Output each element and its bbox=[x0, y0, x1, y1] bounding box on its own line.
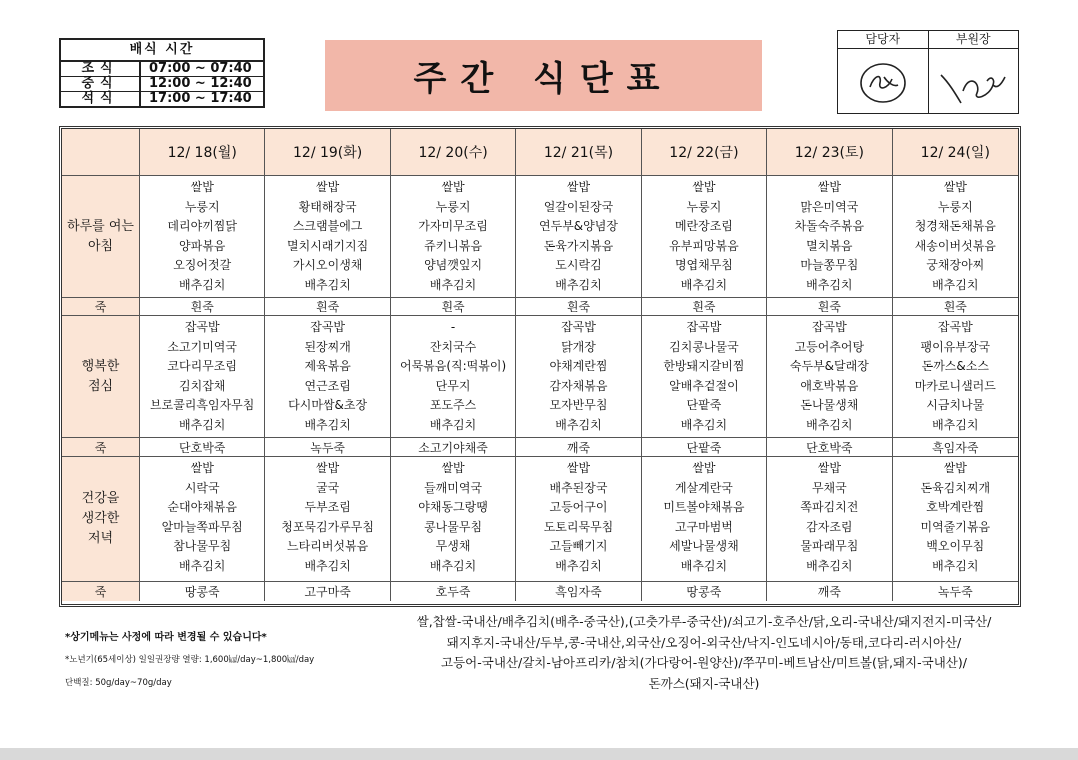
serving-label: 중식 bbox=[61, 77, 141, 91]
serving-time-title: 배식 시간 bbox=[61, 40, 263, 62]
lunch-menu-cell bbox=[140, 316, 265, 438]
change-notice: *상기메뉴는 사정에 따라 변경될 수 있습니다* bbox=[65, 632, 267, 643]
menu-item: 가자미무조림 bbox=[418, 219, 488, 234]
menu-item: 쌀밥 bbox=[566, 180, 591, 194]
menu-item: 닭개장 bbox=[561, 339, 596, 354]
menu-item: 야채계란찜 bbox=[549, 359, 608, 373]
menu-item: 스크램블에그 bbox=[292, 219, 363, 234]
serving-row-dinner bbox=[61, 92, 263, 106]
dinner-menu-cell bbox=[516, 457, 641, 582]
lunch-porridge: 녹두죽 bbox=[265, 438, 390, 457]
approval-manager-label: 담당자 bbox=[838, 31, 928, 49]
menu-item: 배추김치 bbox=[179, 417, 226, 432]
menu-item: 오징어젓갈 bbox=[173, 258, 232, 273]
menu-item: 쌀밥 bbox=[566, 461, 591, 475]
porridge-label: 죽 bbox=[62, 582, 140, 601]
breakfast-porridge: 흰죽 bbox=[767, 298, 892, 316]
lunch-label: 행복한 점심 bbox=[62, 316, 140, 438]
notes bbox=[65, 628, 365, 699]
menu-item: 김치잡채 bbox=[179, 378, 226, 393]
menu-item: 쌀밥 bbox=[441, 461, 465, 475]
menu-item: 배추김치 bbox=[555, 277, 602, 292]
menu-item: 고등어추어탕 bbox=[794, 339, 865, 354]
menu-item: 감자조림 bbox=[806, 519, 853, 534]
menu-item: 잡곡밥 bbox=[561, 320, 596, 334]
menu-item: 청경채돈채볶음 bbox=[914, 219, 996, 234]
deputy-signature bbox=[929, 49, 1019, 113]
menu-item: 소고기미역국 bbox=[167, 339, 237, 354]
menu-item: 배추김치 bbox=[932, 277, 979, 292]
menu-item: 궁채장아찌 bbox=[926, 258, 985, 273]
menu-item: - bbox=[450, 320, 456, 334]
menu-item: 참나물무침 bbox=[173, 539, 232, 553]
menu-item: 누룽지 bbox=[686, 199, 722, 214]
corner-cell bbox=[62, 129, 140, 176]
menu-item: 쌀밥 bbox=[943, 461, 967, 475]
serving-time-box bbox=[59, 38, 265, 108]
menu-item: 한방돼지갈비찜 bbox=[663, 359, 745, 373]
menu-item: 팽이유부장국 bbox=[920, 339, 991, 354]
menu-item: 새송이버섯볶음 bbox=[914, 238, 996, 253]
lunch-menu-cell bbox=[516, 316, 641, 438]
menu-item: 다시마쌈&초장 bbox=[288, 398, 368, 412]
menu-item: 배추김치 bbox=[429, 277, 477, 292]
menu-item: 얼갈이된장국 bbox=[543, 199, 614, 214]
menu-item: 느타리버섯볶음 bbox=[287, 539, 369, 553]
lunch-porridge: 흑임자죽 bbox=[893, 438, 1018, 457]
page-title: 주간 식단표 bbox=[325, 40, 762, 111]
menu-item: 배추김치 bbox=[932, 417, 979, 432]
menu-item: 쌀밥 bbox=[190, 461, 214, 475]
dinner-porridge: 흑임자죽 bbox=[516, 582, 641, 601]
protein-note: 단백질: 50g/day~70g/day bbox=[65, 678, 172, 688]
menu-item: 잡곡밥 bbox=[686, 320, 722, 334]
menu-item: 돈까스&소스 bbox=[921, 359, 989, 373]
menu-item: 배추김치 bbox=[304, 417, 351, 432]
serving-time: 17:00 ~ 17:40 bbox=[149, 91, 252, 106]
menu-item: 배추김치 bbox=[680, 417, 728, 432]
menu-item: 맑은미역국 bbox=[800, 199, 859, 214]
menu-item: 돈육김치찌개 bbox=[920, 480, 991, 495]
day-header: 12/ 22(금) bbox=[642, 129, 767, 176]
menu-item: 숙두부&달래장 bbox=[789, 359, 869, 373]
porridge-label: 죽 bbox=[62, 298, 140, 316]
menu-item: 무채국 bbox=[811, 480, 847, 495]
lunch-porridge: 단호박죽 bbox=[140, 438, 265, 457]
menu-item: 굴국 bbox=[316, 480, 340, 495]
serving-time: 07:00 ~ 07:40 bbox=[149, 61, 252, 76]
menu-item: 배추김치 bbox=[179, 277, 226, 292]
page-bottom-band bbox=[0, 748, 1078, 760]
approval-deputy-label: 부원장 bbox=[929, 31, 1019, 49]
menu-item: 도토리묵무침 bbox=[543, 519, 614, 534]
menu-item: 쌀밥 bbox=[692, 461, 716, 475]
menu-item: 도시락김 bbox=[555, 258, 602, 273]
menu-item: 배추김치 bbox=[932, 558, 979, 573]
menu-item: 누룽지 bbox=[184, 199, 220, 214]
breakfast-menu-cell bbox=[265, 176, 390, 298]
menu-item: 야채동그랑땡 bbox=[418, 500, 488, 514]
breakfast-porridge: 흰죽 bbox=[516, 298, 641, 316]
dinner-menu-cell bbox=[140, 457, 265, 582]
porridge-label: 죽 bbox=[62, 438, 140, 457]
day-header: 12/ 24(일) bbox=[893, 129, 1018, 176]
menu-item: 누룽지 bbox=[435, 199, 471, 214]
lunch-menu-cell bbox=[893, 316, 1018, 438]
menu-item: 들깨미역국 bbox=[424, 480, 483, 495]
dinner-porridge: 땅콩죽 bbox=[642, 582, 767, 601]
lunch-porridge: 단호박죽 bbox=[767, 438, 892, 457]
menu-item: 브로콜리흑임자무침 bbox=[150, 398, 255, 412]
weekly-menu-table bbox=[59, 126, 1021, 607]
menu-item: 쌀밥 bbox=[190, 180, 214, 194]
menu-item: 유부피망볶음 bbox=[669, 238, 739, 253]
menu-item: 미역줄기볶음 bbox=[920, 519, 991, 534]
approval-deputy bbox=[928, 31, 1019, 113]
menu-item: 쌀밥 bbox=[692, 180, 716, 194]
breakfast-porridge: 흰죽 bbox=[140, 298, 265, 316]
menu-item: 애호박볶음 bbox=[800, 378, 859, 393]
origin-line: 돈까스(돼지-국내산) bbox=[648, 675, 760, 691]
origin-line: 돼지후지-국내산/두부,콩-국내산,외국산/오징어-외국산/낙지-인도네시아/동태,코다리-러시아산/ bbox=[446, 634, 962, 650]
day-header: 12/ 19(화) bbox=[265, 129, 390, 176]
menu-item: 멸치시래기지짐 bbox=[287, 238, 369, 253]
menu-item: 양파볶음 bbox=[179, 238, 226, 253]
menu-item: 감자채볶음 bbox=[549, 378, 608, 393]
approval-manager bbox=[838, 31, 928, 113]
day-header: 12/ 18(월) bbox=[140, 129, 265, 176]
energy-note: *노년기(65세이상) 일일권장량 열량: 1,600㎉/day~1,800㎉/day bbox=[65, 655, 315, 665]
menu-item: 콩나물무침 bbox=[424, 519, 483, 534]
menu-item: 돈육가지볶음 bbox=[543, 238, 614, 253]
menu-item: 배추김치 bbox=[806, 277, 853, 292]
dinner-porridge: 고구마죽 bbox=[265, 582, 390, 601]
day-header: 12/ 20(수) bbox=[391, 129, 516, 176]
menu-item: 게살계란국 bbox=[674, 480, 733, 495]
breakfast-menu-cell bbox=[391, 176, 516, 298]
menu-item: 배추김치 bbox=[304, 277, 351, 292]
menu-item: 연두부&양념장 bbox=[539, 219, 618, 234]
menu-item: 청포묵김가루무침 bbox=[281, 519, 374, 534]
dinner-porridge: 땅콩죽 bbox=[140, 582, 265, 601]
menu-item: 배추김치 bbox=[680, 277, 728, 292]
menu-item: 단팥죽 bbox=[686, 398, 722, 412]
menu-item: 순대야채볶음 bbox=[167, 500, 237, 514]
origin-line: 쌀,찹쌀-국내산/배추김치(배추-중국산),(고춧가루-중국산)/쇠고기-호주산/닭,오리-국내산/돼지전지-미국산/ bbox=[416, 614, 992, 629]
menu-item: 배추김치 bbox=[680, 558, 728, 573]
dinner-menu-cell bbox=[767, 457, 892, 582]
dinner-menu-cell bbox=[893, 457, 1018, 582]
lunch-menu-cell bbox=[265, 316, 390, 438]
menu-item: 가시오이생채 bbox=[292, 258, 363, 273]
menu-item: 쥬키니볶음 bbox=[424, 238, 483, 253]
breakfast-menu-cell bbox=[516, 176, 641, 298]
menu-item: 고들빼기지 bbox=[549, 539, 608, 553]
menu-item: 무생채 bbox=[435, 539, 471, 553]
menu-item: 고등어구이 bbox=[549, 500, 608, 514]
menu-item: 배추김치 bbox=[806, 417, 853, 432]
menu-item: 누룽지 bbox=[937, 199, 973, 214]
menu-item: 배추김치 bbox=[179, 558, 226, 573]
menu-item: 잡곡밥 bbox=[811, 320, 847, 334]
origin-line: 고등어-국내산/갈치-남아프리카/참치(가다랑어-원양산)/쭈꾸미-베트남산/미트볼(닭,돼지-국내산)/ bbox=[441, 655, 967, 670]
serving-row-lunch bbox=[61, 77, 263, 92]
menu-item: 마늘쫑무침 bbox=[800, 258, 859, 273]
menu-item: 쌀밥 bbox=[817, 461, 841, 475]
menu-item: 모자반무침 bbox=[549, 398, 608, 412]
menu-item: 잡곡밥 bbox=[310, 320, 346, 334]
dinner-menu-cell bbox=[391, 457, 516, 582]
menu-item: 제육볶음 bbox=[304, 359, 351, 373]
menu-item: 마카로니샐러드 bbox=[914, 378, 996, 393]
day-header: 12/ 21(목) bbox=[516, 129, 641, 176]
breakfast-menu-cell bbox=[642, 176, 767, 298]
menu-item: 미트볼야채볶음 bbox=[663, 500, 745, 514]
menu-item: 배추김치 bbox=[429, 417, 477, 432]
manager-signature bbox=[838, 49, 928, 113]
menu-item: 배추김치 bbox=[304, 558, 351, 573]
menu-item: 백오이무침 bbox=[926, 539, 985, 553]
breakfast-menu-cell bbox=[893, 176, 1018, 298]
menu-item: 배추김치 bbox=[555, 417, 602, 432]
menu-item: 데리야끼찜닭 bbox=[167, 219, 237, 234]
breakfast-porridge: 흰죽 bbox=[642, 298, 767, 316]
menu-item: 시금치나물 bbox=[926, 398, 985, 412]
menu-item: 알배추겉절이 bbox=[669, 378, 739, 393]
menu-item: 쌀밥 bbox=[316, 461, 340, 475]
lunch-menu-cell bbox=[642, 316, 767, 438]
menu-item: 멸치볶음 bbox=[806, 238, 853, 253]
menu-item: 돈나물생채 bbox=[800, 398, 859, 412]
menu-item: 메란장조림 bbox=[674, 219, 733, 234]
menu-item: 잡곡밥 bbox=[937, 320, 973, 334]
breakfast-label: 하루를 여는 아침 bbox=[62, 176, 140, 298]
dinner-porridge: 녹두죽 bbox=[937, 585, 973, 599]
menu-item: 양념깻잎지 bbox=[424, 258, 483, 273]
dinner-menu-cell bbox=[265, 457, 390, 582]
menu-item: 쌀밥 bbox=[441, 180, 465, 194]
menu-item: 시락국 bbox=[184, 480, 220, 495]
menu-item: 호박계란찜 bbox=[926, 500, 985, 514]
serving-label: 조식 bbox=[61, 62, 141, 76]
serving-label: 석식 bbox=[61, 92, 141, 106]
menu-item: 쌀밥 bbox=[316, 180, 340, 194]
lunch-porridge: 소고기야채죽 bbox=[391, 438, 516, 457]
breakfast-porridge: 흰죽 bbox=[265, 298, 390, 316]
menu-item: 잔치국수 bbox=[429, 339, 477, 354]
lunch-menu-cell bbox=[767, 316, 892, 438]
menu-item: 배추된장국 bbox=[549, 480, 608, 495]
menu-item: 배추김치 bbox=[555, 558, 602, 573]
menu-item: 된장찌개 bbox=[304, 339, 351, 354]
menu-item: 배추김치 bbox=[429, 558, 477, 573]
lunch-porridge: 단팥죽 bbox=[642, 438, 767, 457]
day-header: 12/ 23(토) bbox=[767, 129, 892, 176]
menu-item: 배추김치 bbox=[806, 558, 853, 573]
menu-item: 어묵볶음(직:떡볶이) bbox=[399, 359, 507, 373]
breakfast-menu-cell bbox=[140, 176, 265, 298]
breakfast-menu-cell bbox=[767, 176, 892, 298]
menu-item: 고구마범벅 bbox=[674, 519, 733, 534]
menu-item: 차돌숙주볶음 bbox=[794, 219, 865, 234]
dinner-menu-cell bbox=[642, 457, 767, 582]
menu-item: 세발나물생채 bbox=[669, 539, 739, 553]
menu-item: 김치콩나물국 bbox=[669, 339, 739, 354]
serving-row-breakfast bbox=[61, 62, 263, 77]
menu-item: 연근조림 bbox=[304, 378, 351, 393]
menu-item: 두부조림 bbox=[304, 500, 351, 514]
menu-item: 잡곡밥 bbox=[184, 320, 220, 334]
lunch-menu-cell bbox=[391, 316, 516, 438]
breakfast-porridge: 흰죽 bbox=[893, 298, 1018, 316]
dinner-porridge: 깨죽 bbox=[767, 582, 892, 601]
menu-item: 단무지 bbox=[435, 378, 471, 393]
approval-box bbox=[837, 30, 1019, 114]
menu-item: 코다리무조림 bbox=[167, 359, 237, 373]
menu-item: 포도주스 bbox=[429, 398, 477, 412]
menu-item: 쌀밥 bbox=[943, 180, 967, 194]
serving-time: 12:00 ~ 12:40 bbox=[149, 76, 252, 91]
menu-item: 명엽채무침 bbox=[674, 258, 733, 273]
menu-item: 물파래무침 bbox=[800, 539, 859, 553]
menu-item: 쪽파김치전 bbox=[800, 500, 859, 514]
menu-item: 황태해장국 bbox=[298, 199, 357, 214]
breakfast-porridge: 흰죽 bbox=[391, 298, 516, 316]
lunch-porridge: 깨죽 bbox=[516, 438, 641, 457]
dinner-porridge: 호두죽 bbox=[391, 582, 516, 601]
menu-item: 쌀밥 bbox=[817, 180, 841, 194]
dinner-label: 건강을 생각한 저녁 bbox=[62, 457, 140, 582]
origin-info bbox=[378, 612, 1030, 694]
menu-item: 알마늘쪽파무침 bbox=[161, 519, 243, 534]
